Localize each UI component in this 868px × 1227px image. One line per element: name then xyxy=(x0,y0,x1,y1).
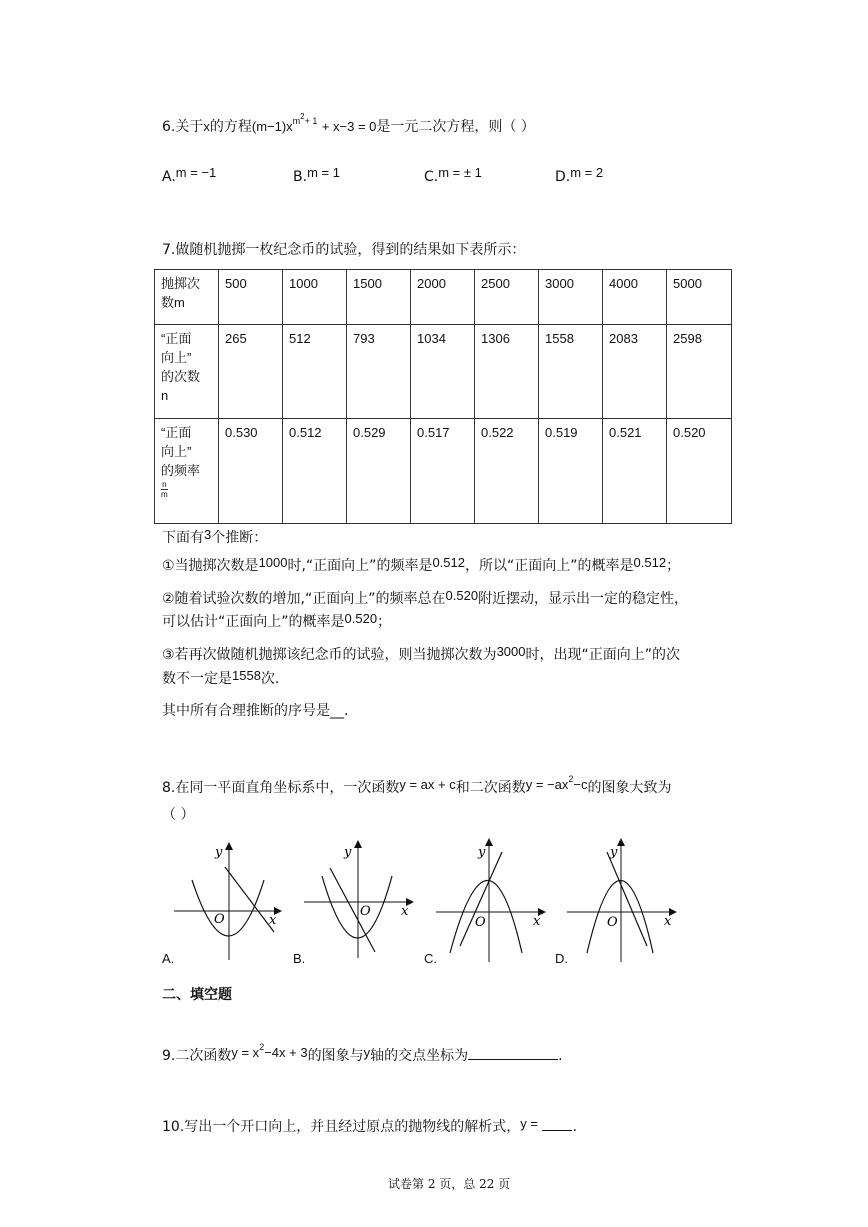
table-cell: 0.512 xyxy=(283,419,347,524)
table-cell: 0.521 xyxy=(603,419,667,524)
origin-label: O xyxy=(475,915,486,930)
section-heading-fill-in: 二、填空题 xyxy=(162,987,232,1003)
coin-toss-table xyxy=(154,269,732,524)
graph-option-d xyxy=(563,838,681,963)
table-cell: 0.517 xyxy=(411,419,475,524)
table-cell: 5000 xyxy=(667,270,732,325)
table-cell: 1034 xyxy=(411,325,475,419)
axis-y-label: y xyxy=(215,845,223,860)
q7-statement-2b: 可以估计“正面向上”的概率是0.520； xyxy=(162,611,392,630)
q9-stem: 9.二次函数$y = x^2-4x + 3$的图象与y轴的交点坐标为 . xyxy=(162,1042,563,1064)
graph-option-b xyxy=(300,840,418,960)
q8-stem: 8.在同一平面直角坐标系中，一次函数y = ax + c和二次函数$y = -ax^2-c$的图象大致为 xyxy=(162,774,672,796)
row-header-throws: 抛掷次 数m xyxy=(155,270,219,325)
table-row-heads xyxy=(155,325,732,419)
axis-x-label: x xyxy=(533,914,541,929)
q7-intro: 下面有3个推断： xyxy=(162,527,268,546)
axis-x-label: x xyxy=(401,904,409,919)
table-cell: 1000 xyxy=(283,270,347,325)
q7-statement-3b: 数不一定是1558次. xyxy=(162,668,280,687)
q7-statement-2a: ②随着试验次数的增加,“正面向上”的频率总在0.520附近摆动，显示出一定的稳定性， xyxy=(162,588,689,607)
q6-option-b: B.m = 1 xyxy=(293,165,340,185)
table-cell: 4000 xyxy=(603,270,667,325)
table-cell: 2083 xyxy=(603,325,667,419)
axis-x-label: x xyxy=(664,914,672,929)
graph-label-b: B. xyxy=(293,951,306,966)
table-cell: 1558 xyxy=(539,325,603,419)
row-header-frequency: “正面 向上” 的频率 $\frac{n}{m}$ xyxy=(155,419,219,524)
q7-stem: 7.做随机抛掷一枚纪念币的试验，得到的结果如下表所示： xyxy=(162,242,526,258)
q6-stem: 6.关于x的方程$(m-1)x^{m2+ 1} + x-3 = 0$是一元二次方程，则（ ） xyxy=(162,112,535,135)
origin-label: O xyxy=(214,912,225,927)
q10-answer-blank xyxy=(542,1116,572,1131)
origin-label: O xyxy=(607,915,618,930)
q6-option-d: D.m = 2 xyxy=(555,165,604,185)
table-cell: 793 xyxy=(347,325,411,419)
table-cell: 3000 xyxy=(539,270,603,325)
q6-option-c: C.m = ± 1 xyxy=(424,165,482,185)
table-cell: 0.520 xyxy=(667,419,732,524)
table-cell: 1306 xyxy=(475,325,539,419)
table-cell: 2598 xyxy=(667,325,732,419)
axis-y-label: y xyxy=(610,845,618,860)
q7-question: 其中所有合理推断的序号是__. xyxy=(162,703,349,719)
table-cell: 0.519 xyxy=(539,419,603,524)
q6-option-a: A.m = −1 xyxy=(162,165,217,185)
axis-y-label: y xyxy=(478,845,486,860)
graph-option-a xyxy=(170,842,285,962)
axis-x-label: x xyxy=(269,913,277,928)
table-cell: 0.530 xyxy=(219,419,283,524)
table-row-throws xyxy=(155,270,732,325)
table-cell: 1500 xyxy=(347,270,411,325)
table-cell: 265 xyxy=(219,325,283,419)
table-cell: 2500 xyxy=(475,270,539,325)
page-footer: 试卷第 2 页，总 22 页 xyxy=(388,1177,511,1191)
graph-option-c xyxy=(432,838,550,963)
table-cell: 0.529 xyxy=(347,419,411,524)
q7-statement-3a: ③若再次做随机抛掷该纪念币的试验，则当抛掷次数为3000时，出现“正面向上”的次 xyxy=(162,644,680,663)
table-cell: 512 xyxy=(283,325,347,419)
axis-y-label: y xyxy=(344,845,352,860)
graph-label-c: C. xyxy=(424,951,437,966)
q7-statement-1: ①当抛掷次数是1000时,“正面向上”的频率是0.512，所以“正面向上”的概率是0.512； xyxy=(162,555,681,574)
origin-label: O xyxy=(360,904,371,919)
q9-answer-blank xyxy=(468,1045,558,1060)
table-cell: 0.522 xyxy=(475,419,539,524)
q10-stem: 10.写出一个开口向上，并且经过原点的抛物线的解析式，y = . xyxy=(162,1116,577,1135)
q8-answer-paren: （ ） xyxy=(162,807,195,823)
table-row-frequency xyxy=(155,419,732,524)
row-header-heads: “正面 向上” 的次数 n xyxy=(155,325,219,419)
fraction-n-over-m: $\frac{n}{m}$ xyxy=(161,480,168,499)
table-cell: 500 xyxy=(219,270,283,325)
graph-label-d: D. xyxy=(555,951,568,966)
table-cell: 2000 xyxy=(411,270,475,325)
graph-label-a: A. xyxy=(162,951,175,966)
